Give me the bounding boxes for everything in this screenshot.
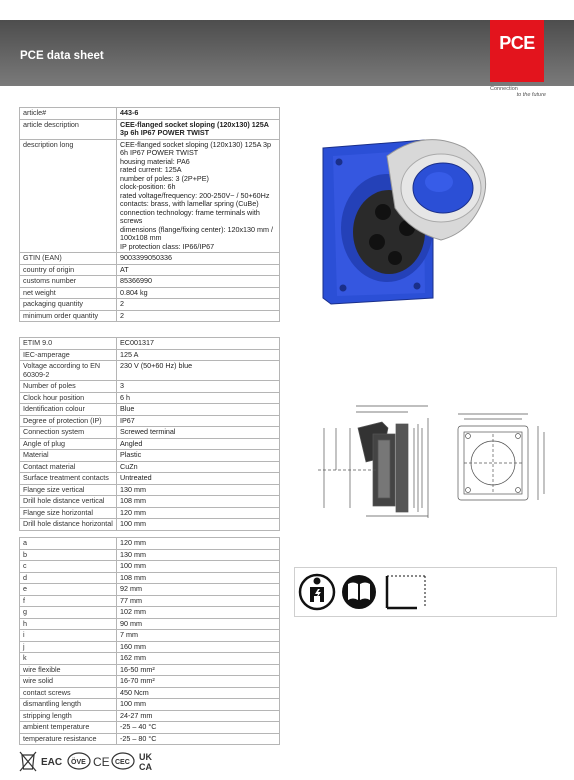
tagline-line-1: Connection (490, 86, 518, 92)
row-value: EC001317 (117, 338, 280, 350)
table-row (20, 595, 280, 607)
row-value: 90 mm (117, 618, 280, 630)
description-line: housing material: PA6 (120, 156, 190, 166)
row-value: 16-50 mm² (117, 664, 280, 676)
table-row (20, 299, 280, 311)
row-label: article description (20, 119, 117, 139)
table-row (20, 349, 280, 361)
row-label: g (20, 607, 117, 619)
description-line: number of poles: 3 (2P+PE) (120, 173, 209, 183)
row-label: wire solid (20, 676, 117, 688)
description-line: contacts: brass, with lamellar spring (CuBe) (120, 199, 259, 208)
row-label: ETIM 9.0 (20, 338, 117, 350)
row-value: AT (117, 264, 280, 276)
row-label: Surface treatment contacts (20, 473, 117, 485)
description-line: rated voltage/frequency: 200-250V~ / 50+60Hz (120, 190, 270, 200)
row-value: 9003399050336 (117, 253, 280, 265)
logo-tagline (490, 86, 546, 98)
tagline-line-2: to the future (516, 92, 546, 98)
table-row (20, 276, 280, 288)
row-label: Flange size vertical (20, 484, 117, 496)
table-row (20, 461, 280, 473)
table-row (20, 618, 280, 630)
row-label: dismantling length (20, 699, 117, 711)
row-value: 16-70 mm² (117, 676, 280, 688)
pce-logo (490, 20, 544, 82)
electrician-installation-icon (300, 575, 334, 609)
table-row (20, 473, 280, 485)
ce-mark: CE (93, 755, 110, 769)
table-row (20, 264, 280, 276)
row-value: 85366990 (117, 276, 280, 288)
table-row (20, 507, 280, 519)
table-row (20, 427, 280, 439)
row-value: 92 mm (117, 584, 280, 596)
table-row (20, 630, 280, 642)
read-manual-icon (342, 575, 376, 609)
table-row (20, 338, 280, 350)
row-value: 6 h (117, 392, 280, 404)
row-label: Number of poles (20, 381, 117, 393)
row-value: 100 mm (117, 519, 280, 531)
table-row (20, 653, 280, 665)
row-label: ambient temperature (20, 722, 117, 734)
row-value: 120 mm (117, 507, 280, 519)
table-row (20, 584, 280, 596)
product-image (315, 128, 495, 308)
row-value: 102 mm (117, 607, 280, 619)
row-value: 77 mm (117, 595, 280, 607)
table-row (20, 415, 280, 427)
row-label: GTIN (EAN) (20, 253, 117, 265)
table-row (20, 381, 280, 393)
row-value: Plastic (117, 450, 280, 462)
row-value: 443-6 (117, 108, 280, 120)
row-label: Voltage according to EN 60309-2 (20, 361, 117, 381)
row-label: Clock hour position (20, 392, 117, 404)
ove-mark: ÖVE (71, 759, 86, 766)
description-line: IP protection class: IP66/IP67 (120, 241, 215, 251)
table-row (20, 496, 280, 508)
dimensions-drawing-icon (387, 576, 425, 608)
row-label: Drill hole distance horizontal (20, 519, 117, 531)
table-row (20, 139, 280, 253)
row-value: 120 mm (117, 538, 280, 550)
row-value: Angled (117, 438, 280, 450)
cec-mark: CEC (115, 759, 130, 766)
article-info-table (19, 107, 280, 322)
row-label: Connection system (20, 427, 117, 439)
row-value: 230 V (50+60 Hz) blue (117, 361, 280, 381)
row-value: 0.804 kg (117, 287, 280, 299)
row-label: c (20, 561, 117, 573)
row-value: 108 mm (117, 496, 280, 508)
row-value: 7 mm (117, 630, 280, 642)
row-label: Contact material (20, 461, 117, 473)
table-row (20, 519, 280, 531)
row-value: Blue (117, 404, 280, 416)
row-value: -25 – 40 °C (117, 722, 280, 734)
row-label: minimum order quantity (20, 310, 117, 322)
eac-mark: EAC (41, 757, 63, 768)
row-value: 3 (117, 381, 280, 393)
row-value: Untreated (117, 473, 280, 485)
row-label: Drill hole distance vertical (20, 496, 117, 508)
row-label: wire flexible (20, 664, 117, 676)
ukca-mark-top: UK (139, 752, 152, 762)
table-row (20, 450, 280, 462)
table-row (20, 607, 280, 619)
row-label: h (20, 618, 117, 630)
table-row (20, 549, 280, 561)
table-row (20, 404, 280, 416)
row-label: Degree of protection (IP) (20, 415, 117, 427)
table-row (20, 538, 280, 550)
row-label: IEC-amperage (20, 349, 117, 361)
table-row (20, 733, 280, 745)
row-value: 130 mm (117, 484, 280, 496)
row-value: 160 mm (117, 641, 280, 653)
row-value: 450 Ncm (117, 687, 280, 699)
ukca-mark-bottom: CA (139, 762, 152, 772)
row-value: CEE-flanged socket sloping (120x130) 125A 3p 6h IP67 POWER TWIST (117, 119, 280, 139)
row-label: Flange size horizontal (20, 507, 117, 519)
row-label: article# (20, 108, 117, 120)
table-row (20, 699, 280, 711)
technical-drawing (318, 398, 558, 528)
row-label: f (20, 595, 117, 607)
description-line: rated current: 125A (120, 165, 182, 174)
description-line: connection technology: frame terminals with screws (120, 207, 260, 225)
table-row (20, 253, 280, 265)
table-row (20, 438, 280, 450)
table-row (20, 722, 280, 734)
table-row (20, 572, 280, 584)
table-row (20, 561, 280, 573)
row-value: Screwed terminal (117, 427, 280, 439)
row-value: -25 – 80 °C (117, 733, 280, 745)
row-label: e (20, 584, 117, 596)
table-row (20, 108, 280, 120)
page-title: PCE data sheet (20, 50, 104, 62)
logo-text: PCE (499, 33, 535, 53)
row-value: 2 (117, 299, 280, 311)
description-line: CEE-flanged socket sloping (120x130) 125A 3p 6h IP67 POWER TWIST (120, 139, 272, 157)
row-value: 108 mm (117, 572, 280, 584)
row-label: country of origin (20, 264, 117, 276)
row-label: b (20, 549, 117, 561)
row-value: 2 (117, 310, 280, 322)
row-value: 24-27 mm (117, 710, 280, 722)
row-label: customs number (20, 276, 117, 288)
row-label: Material (20, 450, 117, 462)
table-row (20, 287, 280, 299)
row-value: IP67 (117, 415, 280, 427)
table-row (20, 484, 280, 496)
table-row (20, 361, 280, 381)
row-label: d (20, 572, 117, 584)
etim-properties-table (19, 337, 280, 531)
certification-marks (19, 749, 169, 773)
row-label: a (20, 538, 117, 550)
row-label: contact screws (20, 687, 117, 699)
table-row (20, 310, 280, 322)
row-label: i (20, 630, 117, 642)
row-label: net weight (20, 287, 117, 299)
row-label: j (20, 641, 117, 653)
row-value: 100 mm (117, 561, 280, 573)
table-row (20, 710, 280, 722)
row-label: k (20, 653, 117, 665)
row-value: 125 A (117, 349, 280, 361)
row-value: CuZn (117, 461, 280, 473)
row-label: Angle of plug (20, 438, 117, 450)
weee-bin-icon (20, 752, 36, 771)
row-label: packaging quantity (20, 299, 117, 311)
table-row (20, 119, 280, 139)
row-label: Identification colour (20, 404, 117, 416)
description-line: clock-position: 6h (120, 182, 176, 191)
description-line: dimensions (flange/fixing center): 120x130 mm / 100x108 mm (120, 224, 274, 242)
row-label: description long (20, 139, 117, 253)
table-row (20, 664, 280, 676)
row-value: 162 mm (117, 653, 280, 665)
table-row (20, 676, 280, 688)
row-label: stripping length (20, 710, 117, 722)
dimensions-table (19, 537, 280, 745)
row-value: 100 mm (117, 699, 280, 711)
table-row (20, 392, 280, 404)
safety-icons-panel (294, 567, 557, 617)
row-value (117, 139, 280, 253)
row-value: 130 mm (117, 549, 280, 561)
row-label: temperature resistance (20, 733, 117, 745)
table-row (20, 641, 280, 653)
table-row (20, 687, 280, 699)
